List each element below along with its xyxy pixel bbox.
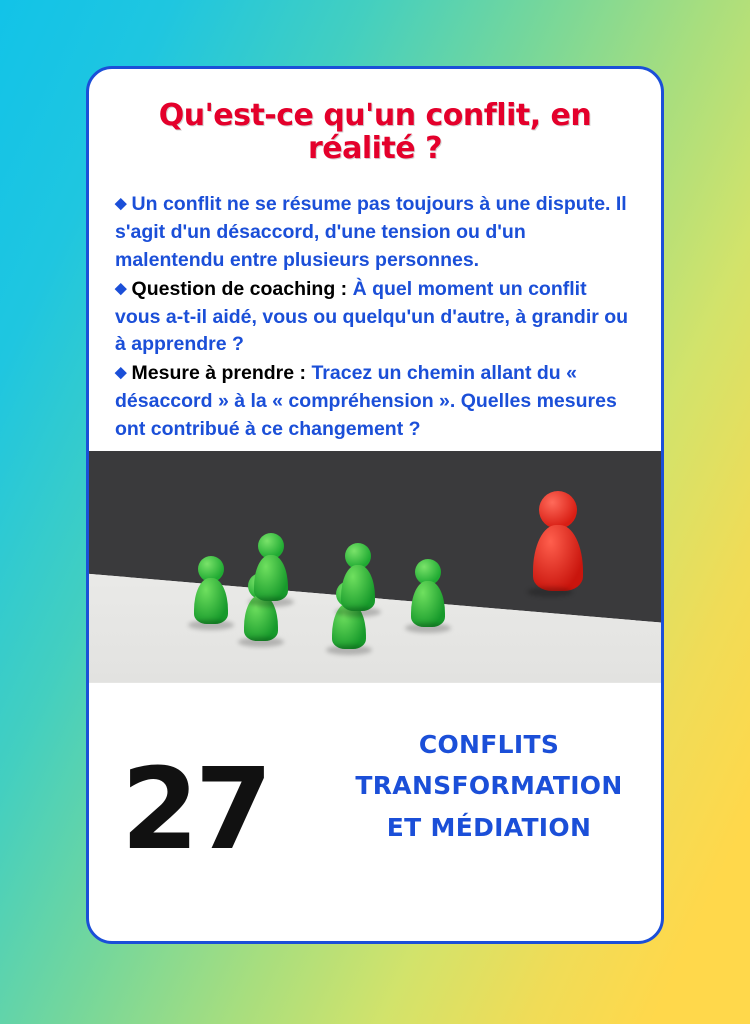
- green-pawn: [411, 559, 445, 627]
- green-pawn: [194, 556, 228, 624]
- bullet-lead: Mesure à prendre :: [131, 362, 307, 385]
- bullet-text: À quel moment un conflit vous a-t-il aidé, vous ou quelqu'un d'autre, à grandir ou à apprendre ?: [115, 277, 629, 356]
- red-pawn: [533, 491, 583, 591]
- coaching-card: [86, 66, 664, 944]
- green-pawn: [341, 543, 375, 611]
- pawn-body: [254, 555, 288, 601]
- diamond-bullet-icon: ◆: [115, 279, 127, 297]
- category-line-3: ET MÉDIATION: [386, 812, 592, 842]
- bullet-text: Tracez un chemin allant du « désaccord » à la « compréhension ». Quelles mesures ont contribué à ce changement ?: [115, 362, 617, 440]
- list-item: [115, 191, 637, 275]
- pawn-body: [194, 578, 228, 624]
- diamond-bullet-icon: ◆: [115, 195, 127, 212]
- pawn-head: [539, 491, 577, 529]
- pawn-body: [411, 581, 445, 627]
- pawn-shadow: [188, 620, 234, 630]
- list-item: [115, 360, 637, 444]
- pawn-shadow: [335, 607, 381, 617]
- card-photo: [89, 451, 661, 683]
- pawn-shadow: [405, 623, 451, 633]
- pawn-shadow: [527, 587, 573, 597]
- pawn-shadow: [238, 637, 284, 647]
- pawn-body: [533, 525, 583, 591]
- pawn-body: [341, 565, 375, 611]
- pawn-shadow: [326, 645, 372, 655]
- category-line-2: TRANSFORMATION: [355, 771, 623, 801]
- list-item: [115, 276, 637, 360]
- card-footer: [89, 683, 661, 875]
- diamond-bullet-icon: ◆: [115, 364, 127, 382]
- bullet-text: Un conflit ne se résume pas toujours à une dispute. Il s'agit d'un désaccord, d'une tension ou d'un malentendu entre plusieurs personnes.: [115, 193, 627, 271]
- green-pawn: [254, 533, 288, 601]
- pawn-shadow: [248, 597, 294, 607]
- category-line-1: CONFLITS: [418, 730, 560, 760]
- card-body: [89, 169, 661, 451]
- card-category: [339, 724, 639, 848]
- bullet-lead: Question de coaching :: [131, 277, 348, 300]
- page-title: Qu'est-ce qu'un conflit, en réalité ?: [158, 98, 592, 166]
- card-number: 27: [121, 744, 269, 875]
